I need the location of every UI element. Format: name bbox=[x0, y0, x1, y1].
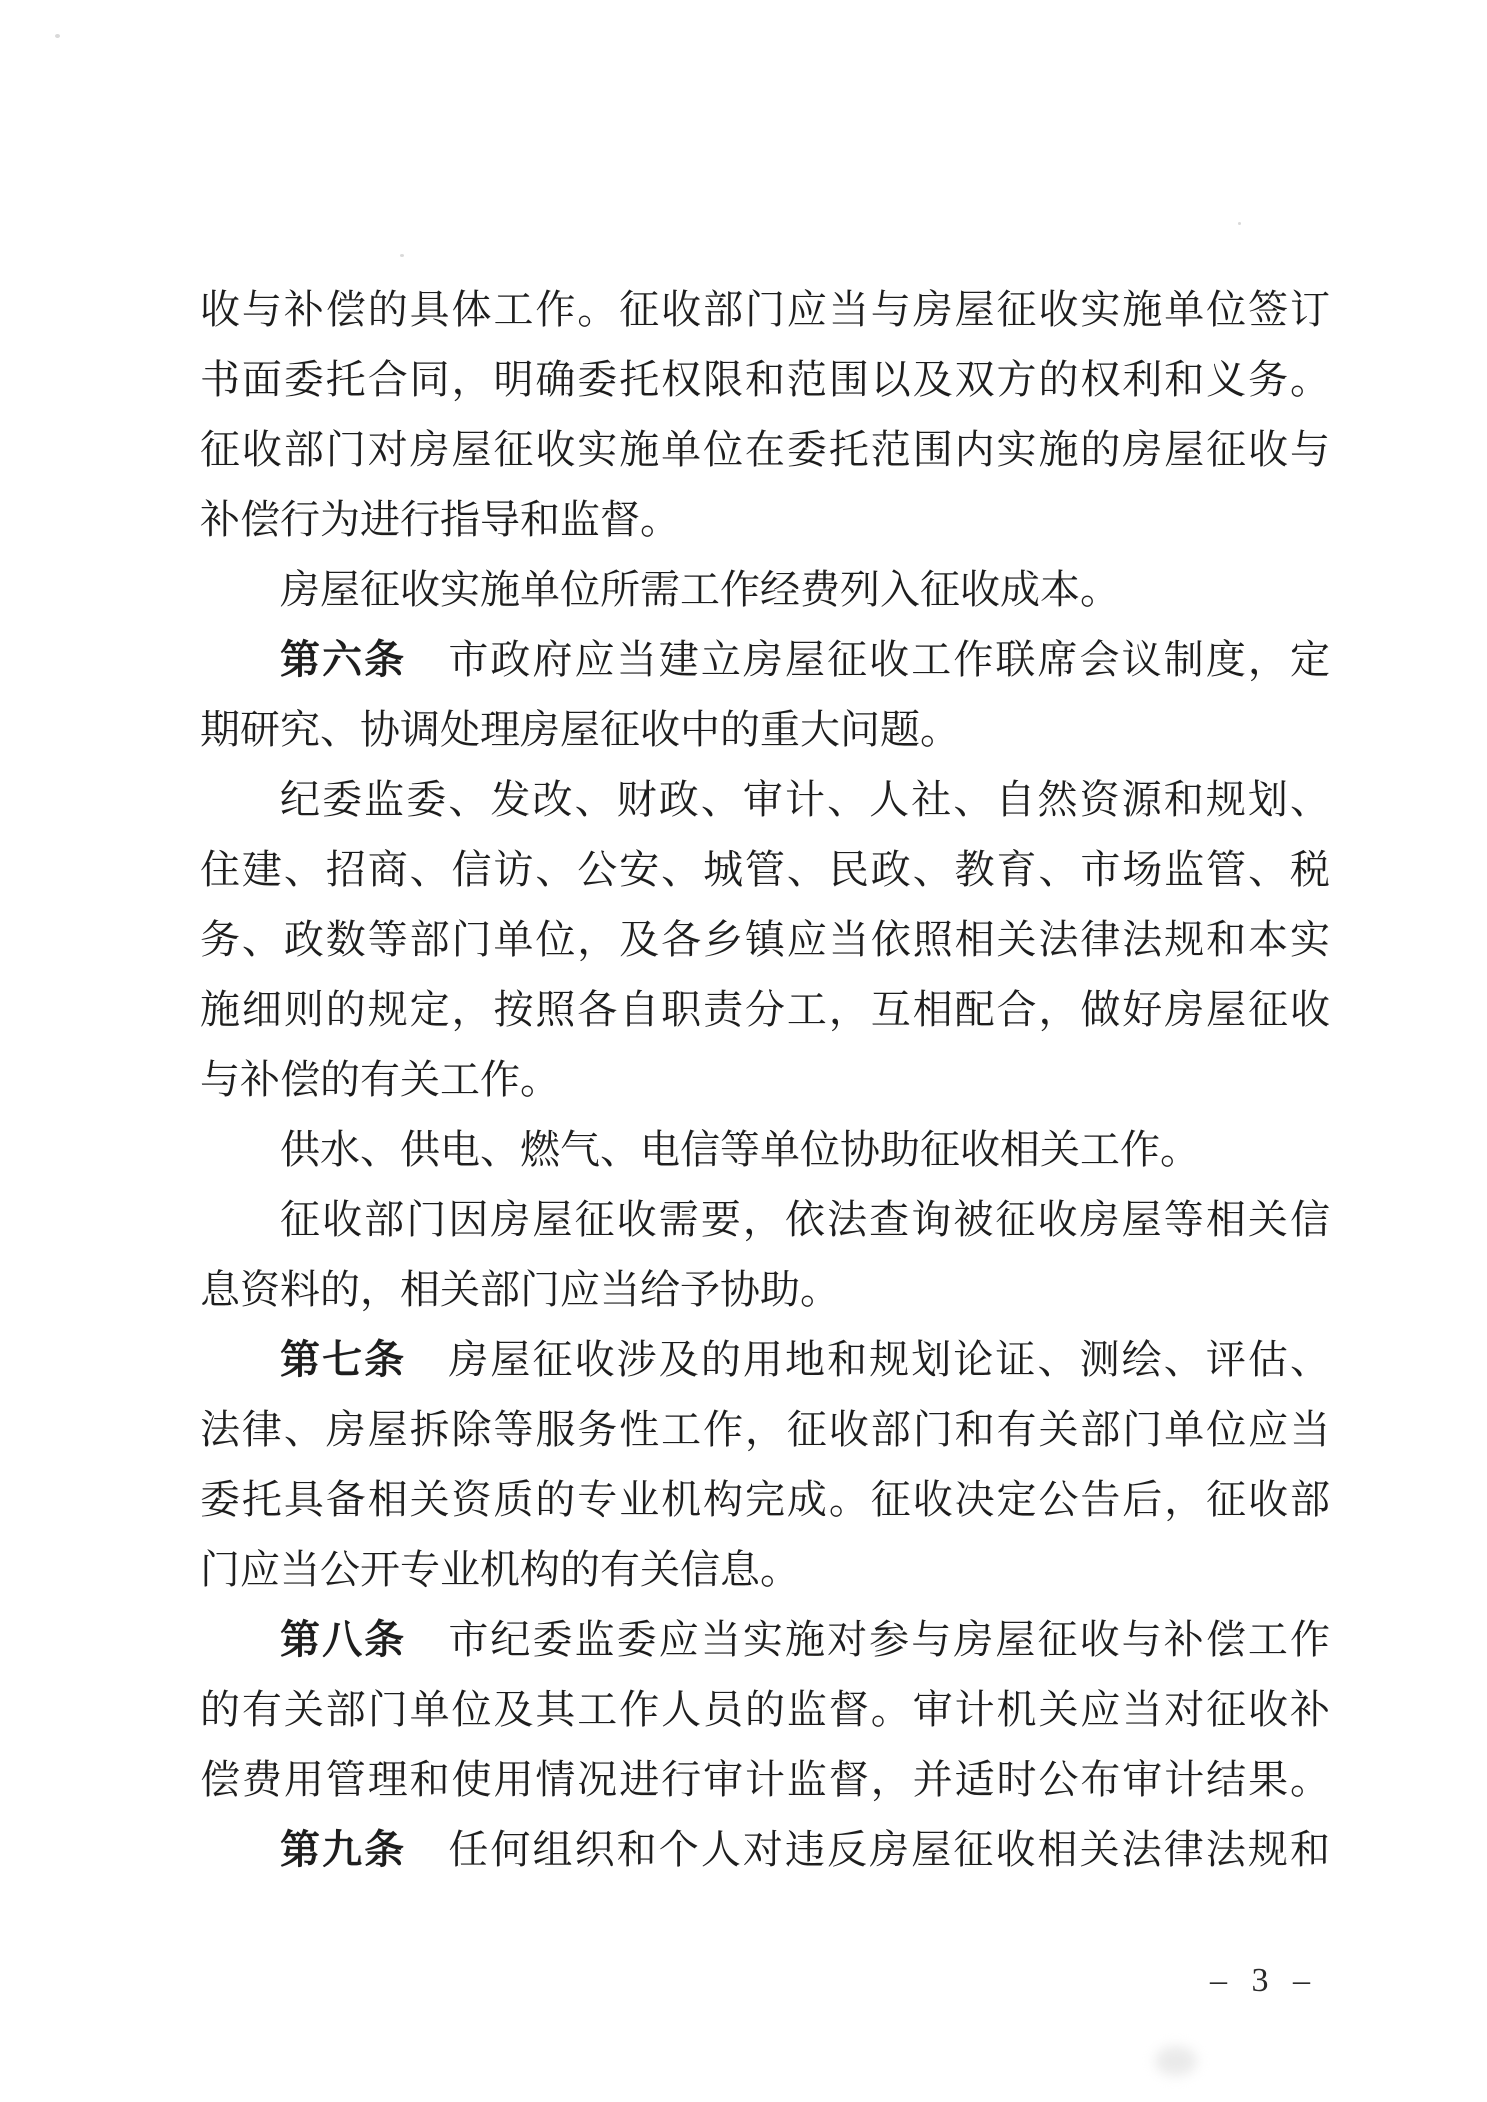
text-line: 期研究、协调处理房屋征收中的重大问题。 bbox=[200, 707, 960, 752]
text-line: 征收部门对房屋征收实施单位在委托范围内实施的房屋征收与 bbox=[200, 427, 1330, 472]
text-line: 与补偿的有关工作。 bbox=[200, 1057, 560, 1102]
text-line: 第六条 市政府应当建立房屋征收工作联席会议制度，定 bbox=[280, 637, 1330, 682]
text-line: 征收部门因房屋征收需要，依法查询被征收房屋等相关信 bbox=[280, 1197, 1330, 1242]
text-line: 收与补偿的具体工作。征收部门应当与房屋征收实施单位签订 bbox=[200, 287, 1330, 332]
text-line: 第七条 房屋征收涉及的用地和规划论证、测绘、评估、 bbox=[280, 1337, 1330, 1382]
text-line: 书面委托合同，明确委托权限和范围以及双方的权利和义务。 bbox=[200, 357, 1330, 402]
scan-speck bbox=[1238, 222, 1241, 225]
text-line: 第八条 市纪委监委应当实施对参与房屋征收与补偿工作 bbox=[280, 1617, 1330, 1662]
text-line: 补偿行为进行指导和监督。 bbox=[200, 497, 680, 542]
text-line: 的有关部门单位及其工作人员的监督。审计机关应当对征收补 bbox=[200, 1687, 1330, 1732]
text-line: 第九条 任何组织和个人对违反房屋征收相关法律法规和 bbox=[280, 1827, 1330, 1872]
text-line: 供水、供电、燃气、电信等单位协助征收相关工作。 bbox=[280, 1127, 1200, 1172]
text-line: 息资料的，相关部门应当给予协助。 bbox=[200, 1267, 840, 1312]
article-number: 第七条 bbox=[280, 1337, 407, 1382]
article-number: 第六条 bbox=[280, 637, 407, 682]
scan-smudge bbox=[1155, 2046, 1197, 2076]
page-number: – 3 – bbox=[1210, 1962, 1318, 1999]
scan-speck bbox=[55, 34, 60, 38]
text-line: 务、政数等部门单位，及各乡镇应当依照相关法律法规和本实 bbox=[200, 917, 1330, 962]
text-line: 纪委监委、发改、财政、审计、人社、自然资源和规划、 bbox=[280, 777, 1330, 822]
document-body bbox=[200, 275, 1330, 1885]
text-line: 住建、招商、信访、公安、城管、民政、教育、市场监管、税 bbox=[200, 847, 1330, 892]
article-number: 第八条 bbox=[280, 1617, 407, 1662]
article-number: 第九条 bbox=[280, 1827, 407, 1872]
text-line: 法律、房屋拆除等服务性工作，征收部门和有关部门单位应当 bbox=[200, 1407, 1330, 1452]
text-line: 偿费用管理和使用情况进行审计监督，并适时公布审计结果。 bbox=[200, 1757, 1330, 1802]
scan-speck bbox=[400, 254, 404, 257]
text-line: 委托具备相关资质的专业机构完成。征收决定公告后，征收部 bbox=[200, 1477, 1330, 1522]
text-line: 施细则的规定，按照各自职责分工，互相配合，做好房屋征收 bbox=[200, 987, 1330, 1032]
text-line: 房屋征收实施单位所需工作经费列入征收成本。 bbox=[280, 567, 1120, 612]
text-line: 门应当公开专业机构的有关信息。 bbox=[200, 1547, 800, 1592]
